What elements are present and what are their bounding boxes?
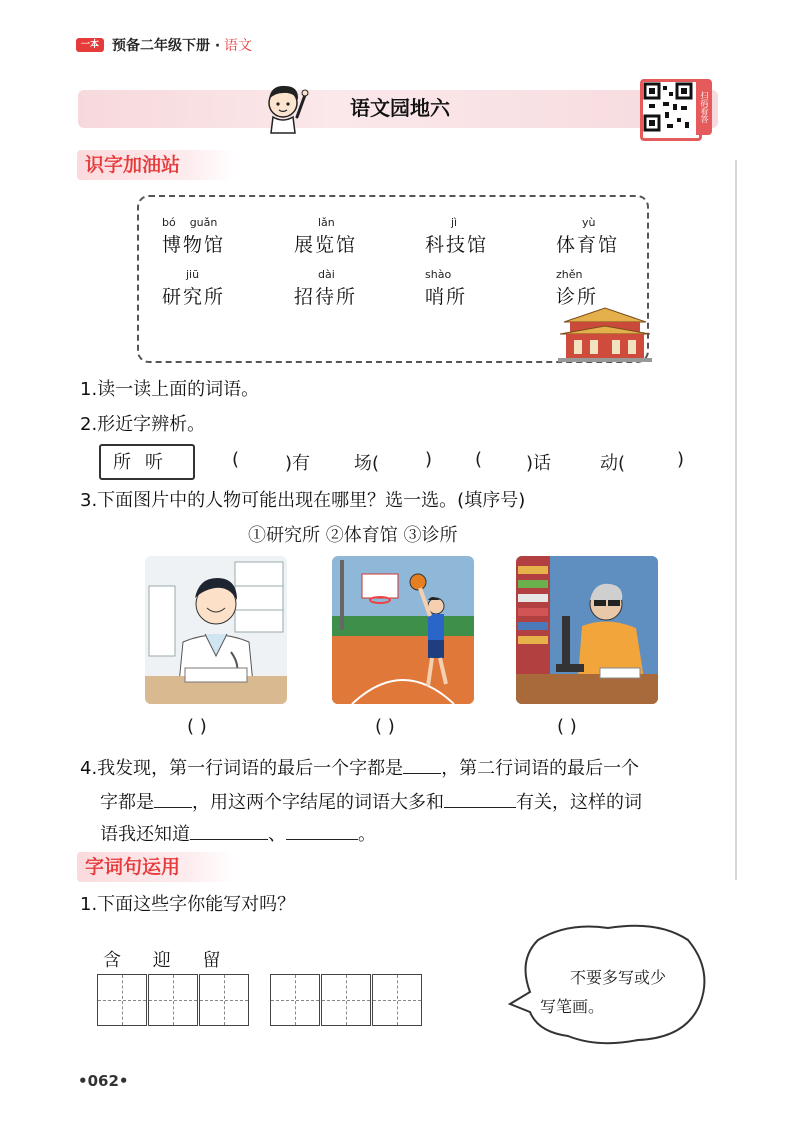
writing-cell[interactable] <box>270 974 320 1026</box>
answer-blank[interactable] <box>154 789 192 808</box>
question-4-line-1 <box>80 754 639 780</box>
answer-paren: ( ) <box>375 716 395 737</box>
answer-blank[interactable] <box>286 821 358 840</box>
building-icon <box>556 306 654 362</box>
fill-paren: ( <box>232 449 240 470</box>
basketball-picture <box>332 556 474 704</box>
q4-text: 4.我发现，第一行词语的最后一个字都是 <box>80 758 404 779</box>
question-5: 1.下面这些字你能写对吗？ <box>80 894 296 915</box>
question-4-line-2 <box>100 788 642 814</box>
doctor-picture <box>145 556 287 704</box>
page-edge-shadow <box>735 160 737 880</box>
section-header-literacy: 识字加油站 <box>77 150 235 180</box>
word-pinyin: jì <box>451 216 458 229</box>
writing-cell[interactable] <box>199 974 249 1026</box>
word-hanzi: 博物馆 <box>162 234 226 256</box>
fill-paren: ) <box>677 449 685 470</box>
scientist-picture <box>516 556 658 704</box>
q4-text: 、 <box>268 824 286 845</box>
word-pinyin: dài <box>318 268 335 281</box>
fill-word: )有 <box>285 453 311 474</box>
char-pair: 所听 <box>113 452 177 473</box>
answer-paren: ( ) <box>557 716 577 737</box>
answer-paren: ( ) <box>187 716 207 737</box>
word-hanzi: 招待所 <box>294 286 358 308</box>
writing-grid-right <box>270 974 426 1028</box>
word-hanzi: 哨所 <box>425 286 468 308</box>
boy-mascot-icon <box>255 77 315 135</box>
word-item <box>556 216 619 257</box>
writing-cell[interactable] <box>148 974 198 1026</box>
book-title: 预备二年级下册 · <box>112 38 221 54</box>
q4-text: 有关，这样的词 <box>516 792 642 813</box>
word-hanzi: 展览馆 <box>294 234 358 256</box>
book-subject: 语文 <box>224 38 252 54</box>
lesson-title: 语文园地六 <box>350 96 450 120</box>
word-hanzi: 诊所 <box>556 286 599 308</box>
writing-cell[interactable] <box>321 974 371 1026</box>
word-pinyin: jiū <box>186 268 200 281</box>
answer-blank[interactable] <box>190 821 268 840</box>
section-header-usage: 字词句运用 <box>77 852 235 882</box>
word-item <box>425 268 467 309</box>
question-4-line-3 <box>100 820 376 846</box>
writing-cell[interactable] <box>97 974 147 1026</box>
q4-text: ，第二行词语的最后一个 <box>441 758 640 779</box>
question-2: 2.形近字辨析。 <box>80 414 206 435</box>
brand-badge: 一本 <box>76 38 104 52</box>
answer-blank[interactable] <box>403 755 441 774</box>
word-hanzi: 体育馆 <box>556 234 620 256</box>
writing-cell[interactable] <box>372 974 422 1026</box>
grid-chars: 含 迎 留 <box>103 950 221 971</box>
word-item <box>425 216 488 257</box>
word-item <box>162 216 225 257</box>
question-3: 3.下面图片中的人物可能出现在哪里？选一选。(填序号) <box>80 490 526 511</box>
word-item <box>294 216 357 257</box>
answer-options: ①研究所 ②体育馆 ③诊所 <box>248 525 458 546</box>
page-number: •062• <box>78 1072 129 1090</box>
word-hanzi: 研究所 <box>162 286 226 308</box>
answer-blank[interactable] <box>444 789 516 808</box>
fill-word: 场( <box>354 453 380 474</box>
word-pinyin: lǎn <box>318 216 335 229</box>
q4-text: 字都是 <box>100 792 154 813</box>
fill-word: )话 <box>526 453 552 474</box>
fill-word: 动( <box>600 453 626 474</box>
word-item <box>294 268 357 309</box>
q4-text: 语我还知道 <box>100 824 190 845</box>
qr-code-icon <box>643 82 693 132</box>
bubble-text-line-1: 不要多写或少 <box>570 968 667 987</box>
qr-code[interactable] <box>640 79 702 141</box>
word-pinyin: shào <box>425 268 452 281</box>
bubble-text-line-2: 写笔画。 <box>540 997 605 1016</box>
question-1: 1.读一读上面的词语。 <box>80 379 260 400</box>
qr-label: 扫码看答 <box>696 79 712 135</box>
word-item <box>162 268 225 309</box>
word-pinyin: bó guǎn <box>162 216 218 229</box>
q4-text: ，用这两个字结尾的词语大多和 <box>192 792 444 813</box>
word-item <box>556 268 598 309</box>
q4-text: 。 <box>358 824 376 845</box>
word-pinyin: yù <box>582 216 596 229</box>
word-hanzi: 科技馆 <box>425 234 489 256</box>
fill-paren: ( <box>475 449 483 470</box>
writing-grid-left <box>97 974 253 1028</box>
word-pinyin: zhěn <box>556 268 583 281</box>
fill-paren: ) <box>425 449 433 470</box>
